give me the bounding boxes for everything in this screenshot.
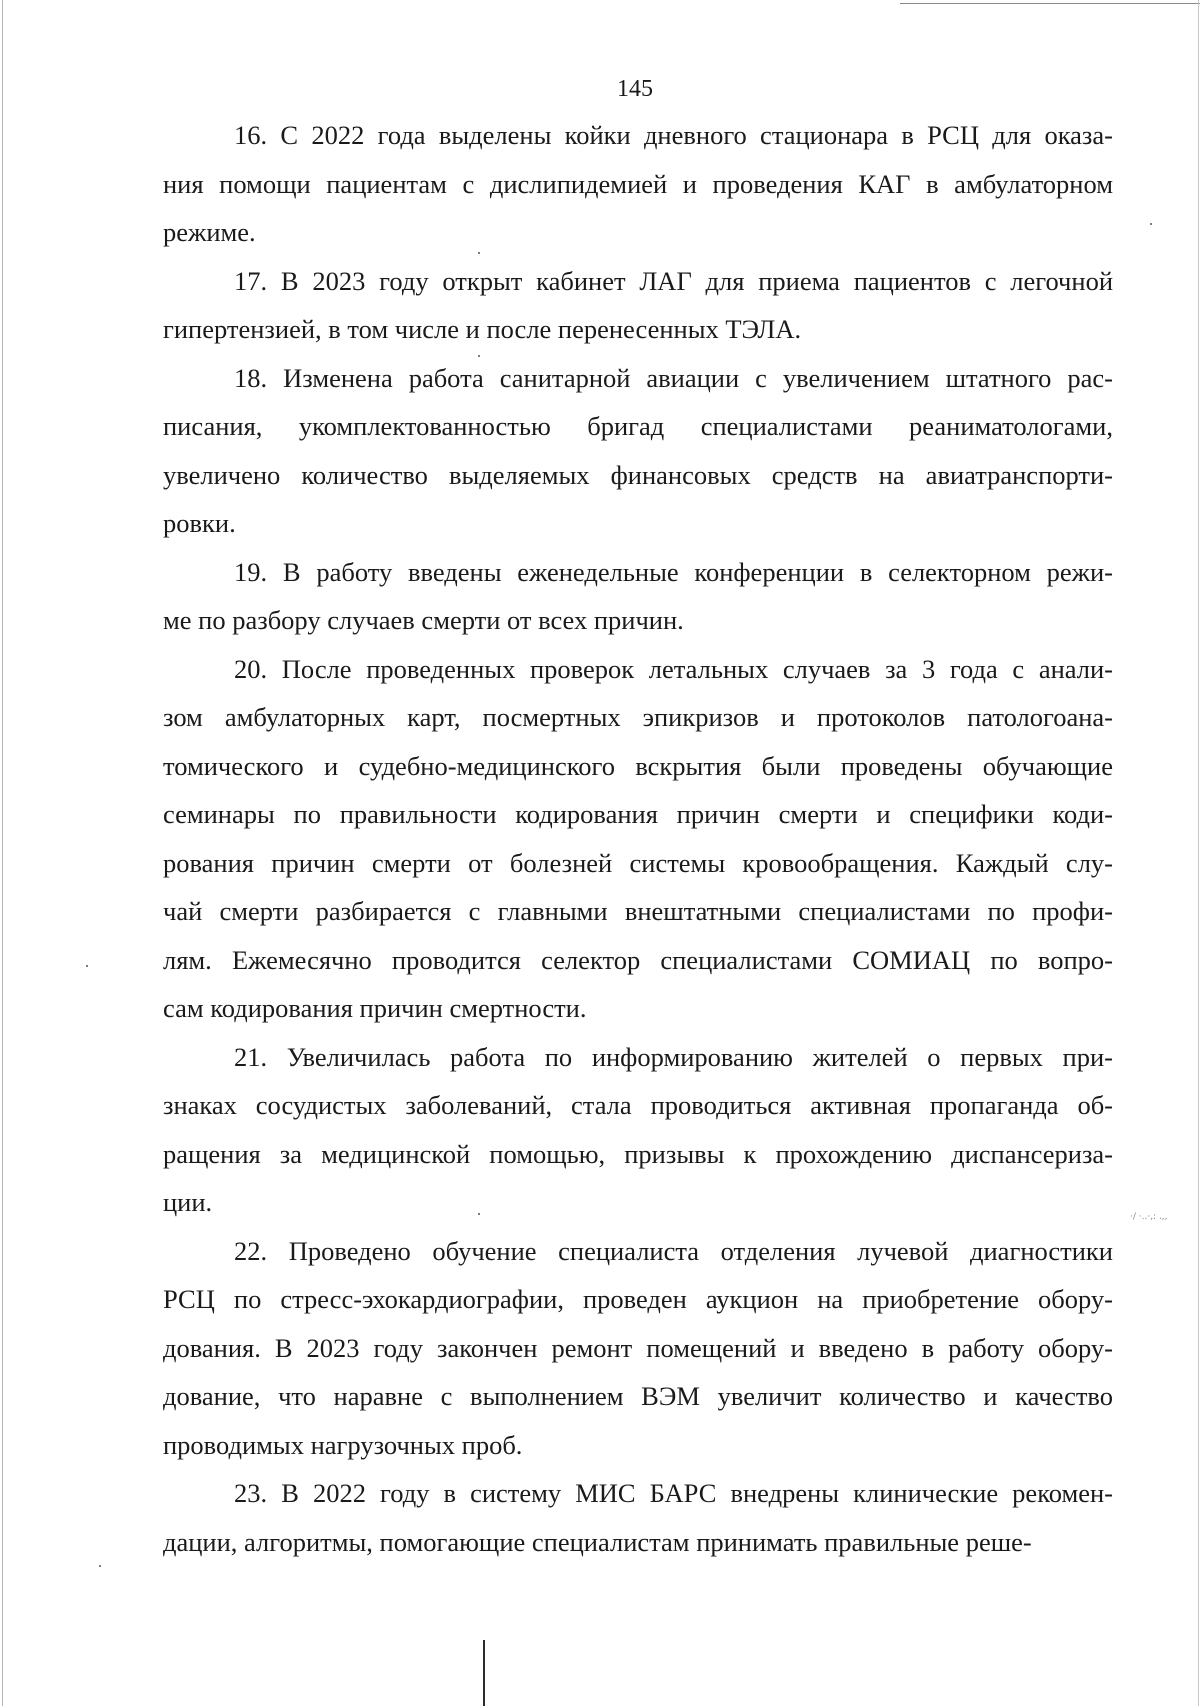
scan-speck <box>478 252 480 254</box>
text-line: 19. В работу введены еженедельные конференции в селекторном режи- <box>234 556 1113 587</box>
scan-speck <box>86 965 88 967</box>
paragraph-p17 <box>163 257 1113 354</box>
text-line: сам кодирования причин смертности. <box>163 993 587 1023</box>
document-body <box>163 111 1113 1566</box>
text-line: лям. Ежемесячно проводится селектор специалистами СОМИАЦ по вопро- <box>163 944 1113 975</box>
text-line: томического и судебно-медицинского вскрытия были проведены обучающие <box>163 750 1113 781</box>
text-line: семинары по правильности кодирования причин смерти и специфики коди- <box>163 799 1113 829</box>
text-line: 16. С 2022 года выделены койки дневного стационара в РСЦ для оказа- <box>234 120 1113 150</box>
page-number: 145 <box>617 76 653 102</box>
text-line: чай смерти разбирается с главными внештатными специалистами по профи- <box>163 896 1113 926</box>
text-line: писания, укомплектованностью бригад специалистами реаниматологами, <box>163 411 1113 441</box>
text-line: ции. <box>163 1187 213 1217</box>
text-line: 20. После проведенных проверок летальных случаев за 3 года с анали- <box>234 653 1113 684</box>
paragraph-p19 <box>163 548 1113 645</box>
text-line: увеличено количество выделяемых финансовых средств на авиатранспорти- <box>163 459 1113 490</box>
text-line: дации, алгоритмы, помогающие специалистам принимать правильные реше- <box>163 1526 1032 1557</box>
text-line: проводимых нагрузочных проб. <box>163 1429 523 1460</box>
scan-speck <box>1150 223 1152 225</box>
paragraph-p20 <box>163 645 1113 1033</box>
scan-mark-bottom <box>483 1640 485 1706</box>
text-line: ровки. <box>163 508 236 538</box>
text-line: 21. Увеличилась работа по информированию жителей о первых при- <box>234 1041 1113 1072</box>
paragraph-p16 <box>163 111 1113 257</box>
scan-edge-left <box>2 0 3 1706</box>
text-line: рования причин смерти от болезней системы кровообращения. Каждый слу- <box>163 847 1113 878</box>
text-line: ращения за медицинской помощью, призывы к прохождению диспансериза- <box>163 1138 1113 1169</box>
text-line: 18. Изменена работа санитарной авиации с увеличением штатного рас- <box>234 362 1113 393</box>
paragraph-p18 <box>163 354 1113 548</box>
text-line: зом амбулаторных карт, посмертных эпикризов и протоколов патологоана- <box>163 702 1113 732</box>
margin-scan-noise: ·/ ·..·,: .,, <box>1130 1212 1168 1222</box>
scan-speck <box>478 355 480 357</box>
text-line: дования. В 2023 году закончен ремонт помещений и введено в работу обору- <box>163 1332 1113 1363</box>
text-line: дование, что наравне с выполнением ВЭМ увеличит количество и качество <box>163 1381 1113 1411</box>
text-line: 17. В 2023 году открыт кабинет ЛАГ для приема пациентов с легочной <box>234 265 1113 296</box>
text-line: ния помощи пациентам с дислипидемией и проведения КАГ в амбулаторном <box>163 168 1113 199</box>
scan-edge-top <box>900 3 1200 4</box>
paragraph-p23 <box>163 1469 1113 1566</box>
scan-speck <box>99 1565 101 1567</box>
scan-edge-right <box>1198 0 1199 1706</box>
text-line: ме по разбору случаев смерти от всех причин. <box>163 605 684 635</box>
text-line: режиме. <box>163 217 256 247</box>
text-line: РСЦ по стресс-эхокардиографии, проведен аукцион на приобретение обору- <box>163 1284 1113 1314</box>
text-line: 22. Проведено обучение специалиста отделения лучевой диагностики <box>234 1235 1113 1266</box>
text-line: 23. В 2022 году в систему МИС БАРС внедрены клинические рекомен- <box>234 1478 1113 1508</box>
paragraph-p21 <box>163 1033 1113 1227</box>
text-line: гипертензией, в том числе и после перенесенных ТЭЛА. <box>163 314 802 344</box>
paragraph-p22 <box>163 1227 1113 1470</box>
text-line: знаках сосудистых заболеваний, стала проводиться активная пропаганда об- <box>163 1090 1113 1120</box>
scan-speck <box>478 1213 480 1215</box>
